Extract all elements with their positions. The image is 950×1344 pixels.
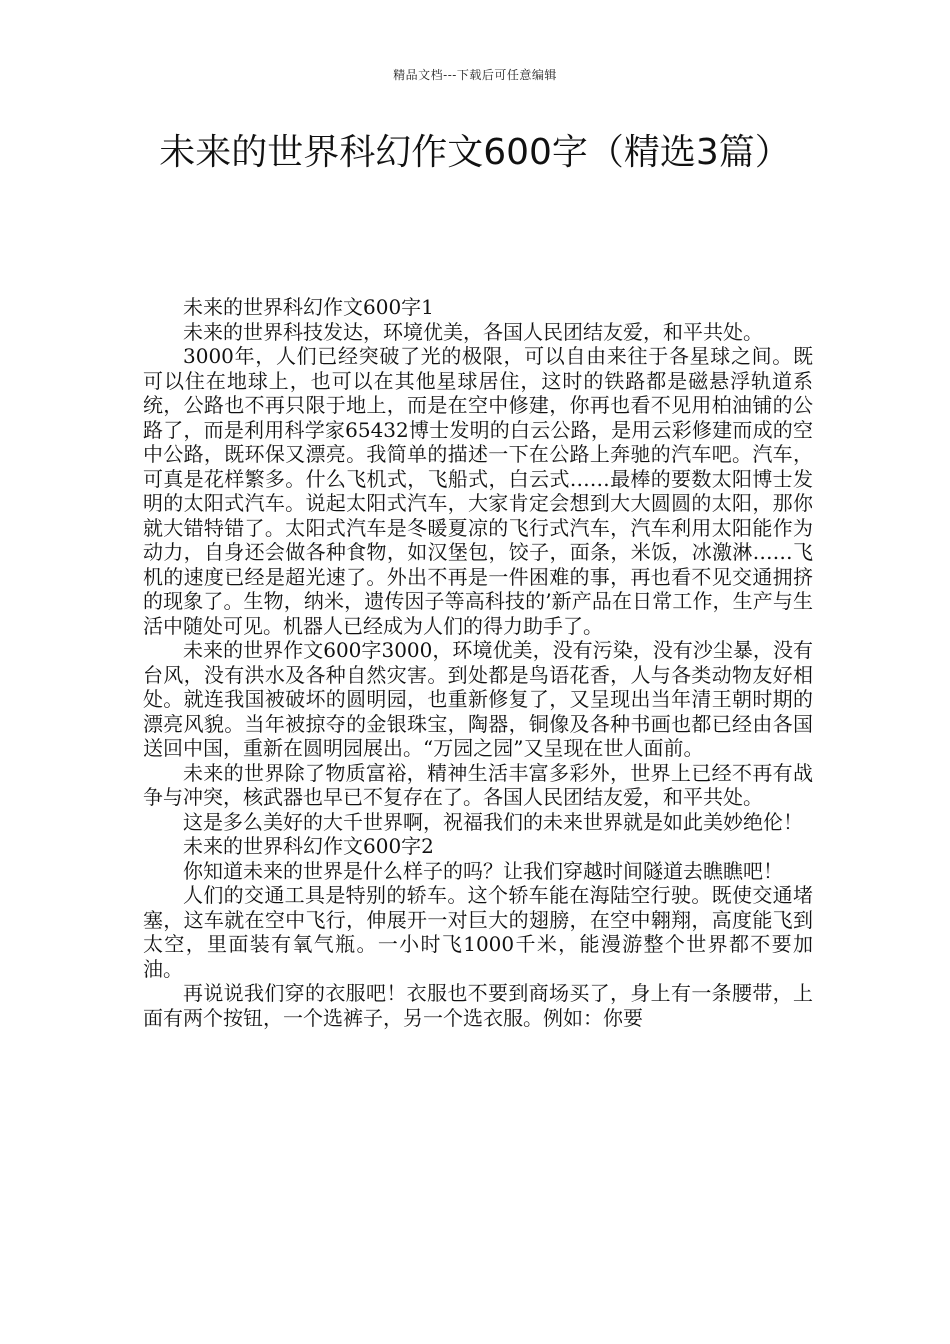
paragraph: 未来的世界除了物质富裕，精神生活丰富多彩外，世界上已经不再有战争与冲突，核武器也早已不复存在了。各国人民团结友爱，和平共处。 [143,760,813,809]
document-body [143,295,813,1030]
section-heading-2: 未来的世界科幻作文600字2 [183,834,434,858]
paragraph: 你知道未来的世界是什么样子的吗？让我们穿越时间隧道去瞧瞧吧！ [183,858,783,883]
paragraph: 未来的世界作文600字3000，环境优美，没有污染，没有沙尘暴，没有台风，没有洪水及各种自然灾害。到处都是鸟语花香，人与各类动物友好相处。就连我国被破坏的圆明园，也重新修复了，又呈现出当年清王朝时期的漂亮风貌。当年被掠夺的金银珠宝，陶器，铜像及各种书画也都已经由各国送回中国，重新在圆明园展出。“万园之园”又呈现在世人面前。 [143,638,813,760]
section-heading-1: 未来的世界科幻作文600字1 [183,295,434,319]
page-header: 精品文档---下载后可任意编辑 [393,68,557,82]
paragraph: 再说说我们穿的衣服吧！衣服也不要到商场买了，身上有一条腰带，上面有两个按钮，一个选裤子，另一个选衣服。例如：你要 [143,981,813,1030]
paragraph: 人们的交通工具是特别的轿车。这个轿车能在海陆空行驶。既使交通堵塞，这车就在空中飞行，伸展开一对巨大的翅膀，在空中翱翔，高度能飞到太空，里面装有氧气瓶。一小时飞1000千米，能漫游整个世界都不要加油。 [143,883,813,981]
paragraph: 未来的世界科技发达，环境优美，各国人民团结友爱，和平共处。 [183,319,763,344]
paragraph: 3000年，人们已经突破了光的极限，可以自由来往于各星球之间。既可以住在地球上，也可以在其他星球居住，这时的铁路都是磁悬浮轨道系统，公路也不再只限于地上，而是在空中修建，你再也看不见用柏油铺的公路了，而是利用科学家65432博士发明的白云公路，是用云彩修建而成的空中公路，既环保又漂亮。我简单的描述一下在公路上奔驰的汽车吧。汽车，可真是花样繁多。什么飞机式，飞船式，白云式……最棒的要数太阳博士发明的太阳式汽车。说起太阳式汽车，大家肯定会想到大大圆圆的太阳，那你就大错特错了。太阳式汽车是冬暖夏凉的飞行式汽车，汽车利用太阳能作为动力，自身还会做各种食物，如汉堡包，饺子，面条，米饭，冰激淋……飞机的速度已经是超光速了。外出不再是一件困难的事，再也看不见交通拥挤的现象了。生物，纳米，遗传因子等高科技的’新产品在日常工作，生产与生活中随处可见。机器人已经成为人们的得力助手了。 [143,344,813,638]
paragraph: 这是多么美好的大千世界啊，祝福我们的未来世界就是如此美妙绝伦！ [183,809,803,834]
document-title: 未来的世界科幻作文600字（精选3篇） [159,132,791,173]
